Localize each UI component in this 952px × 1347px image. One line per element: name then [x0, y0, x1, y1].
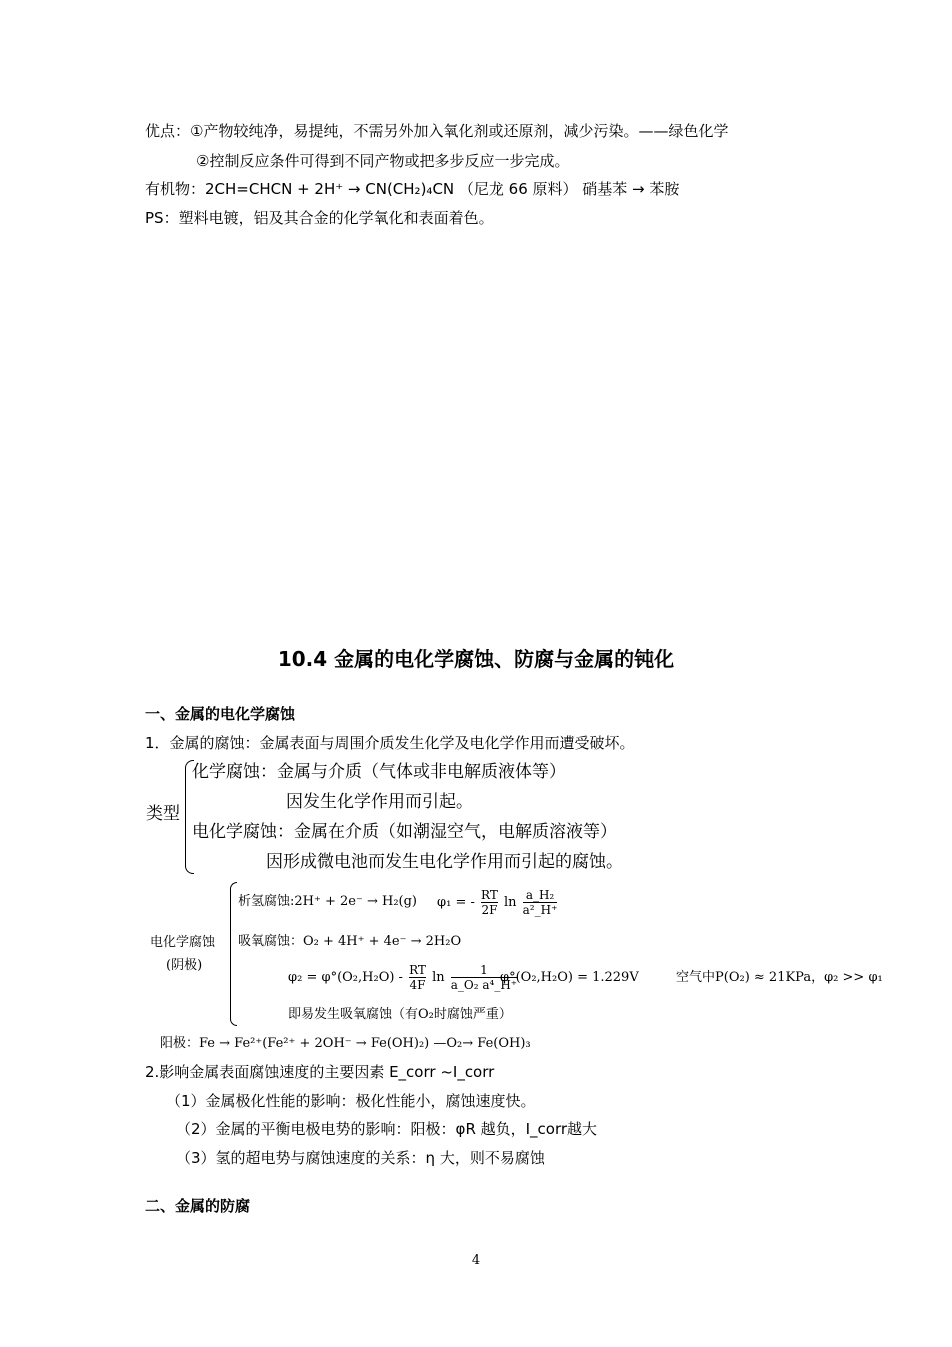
- rt-2: RT: [409, 963, 426, 977]
- types-label: 类型: [146, 804, 180, 824]
- four-f: 4F: [409, 978, 426, 992]
- section1-heading: 一、金属的电化学腐蚀: [145, 705, 296, 723]
- factor-hydrogen-overpotential: （3）氢的超电势与腐蚀速度的关系：η 大，则不易腐蚀: [176, 1149, 545, 1167]
- anode-reaction: 阳极：Fe → Fe²⁺(Fe²⁺ + 2OH⁻ → Fe(OH)₂) —O₂→ Fe(OH)₃: [160, 1036, 531, 1051]
- ec-cathode-label: (阴极): [166, 958, 203, 973]
- o2-absorption-reaction: 吸氧腐蚀：O₂ + 4H⁺ + 4e⁻ → 2H₂O: [238, 934, 462, 949]
- a-h-squared: a²_H⁺: [522, 903, 558, 917]
- phi1-equation: [437, 885, 559, 921]
- a-o2-h4: a_O₂ a⁴_H⁺: [450, 978, 518, 992]
- rt-2f-fraction: [481, 888, 498, 917]
- o2-corrosion-note: 即易发生吸氧腐蚀（有O₂时腐蚀严重）: [288, 1007, 512, 1022]
- chemical-corrosion-line-1: 化学腐蚀：金属与介质（气体或非电解质液体等）: [192, 762, 566, 782]
- ln-1: ln: [503, 895, 517, 910]
- factor-equilibrium-potential: （2）金属的平衡电极电势的影响：阳极：φR 越负，I_corr越大: [176, 1120, 598, 1138]
- ln-2: ln: [432, 970, 445, 985]
- rt-4f-fraction: [409, 963, 426, 992]
- electrochemical-corrosion-line-2: 因形成微电池而发生电化学作用而引起的腐蚀。: [266, 852, 623, 872]
- phi2-label: φ₂ = φ°(O₂,H₂O) -: [288, 970, 403, 985]
- organic-line: 有机物：2CH=CHCN + 2H⁺ → CN(CH₂)₄CN （尼龙 66 原料） 硝基苯 → 苯胺: [145, 180, 680, 198]
- air-pressure-note: 空气中P(O₂) ≈ 21KPa，φ₂ >> φ₁: [676, 970, 883, 985]
- one: 1: [451, 963, 517, 978]
- advantages-line-2: ②控制反应条件可得到不同产物或把多步反应一步完成。: [196, 152, 570, 170]
- cathode-brace: [230, 882, 237, 1026]
- section2-heading: 二、金属的防腐: [145, 1197, 251, 1215]
- page-number: 4: [471, 1253, 481, 1268]
- phi1-label: φ₁ = -: [437, 895, 475, 910]
- activity-fraction-1: [523, 888, 558, 917]
- section-title: 10.4 金属的电化学腐蚀、防腐与金属的钝化: [277, 647, 675, 671]
- corrosion-factors-heading: 2.影响金属表面腐蚀速度的主要因素 E_corr ~I_corr: [145, 1063, 495, 1081]
- chemical-corrosion-line-2: 因发生化学作用而引起。: [286, 792, 473, 812]
- ps-line: PS：塑料电镀，铝及其合金的化学氧化和表面着色。: [145, 209, 494, 227]
- phi2-equation: [288, 958, 519, 998]
- rt-1: RT: [481, 888, 498, 902]
- a-h2: a_H₂: [523, 888, 558, 903]
- phi-standard: φ°(O₂,H₂O) = 1.229V: [500, 970, 639, 985]
- ec-label: 电化学腐蚀: [150, 935, 216, 950]
- advantages-line-1: 优点：①产物较纯净，易提纯，不需另外加入氧化剂或还原剂，减少污染。——绿色化学: [145, 122, 729, 140]
- corrosion-definition: 1．金属的腐蚀：金属表面与周围介质发生化学及电化学作用而遭受破坏。: [145, 734, 635, 752]
- factor-polarization: （1）金属极化性能的影响：极化性能小，腐蚀速度快。: [166, 1092, 536, 1110]
- two-f: 2F: [481, 903, 498, 917]
- electrochemical-corrosion-line-1: 电化学腐蚀：金属在介质（如潮湿空气，电解质溶液等）: [192, 822, 617, 842]
- h2-evolution-reaction: 析氢腐蚀:2H⁺ + 2e⁻ → H₂(g): [238, 894, 418, 909]
